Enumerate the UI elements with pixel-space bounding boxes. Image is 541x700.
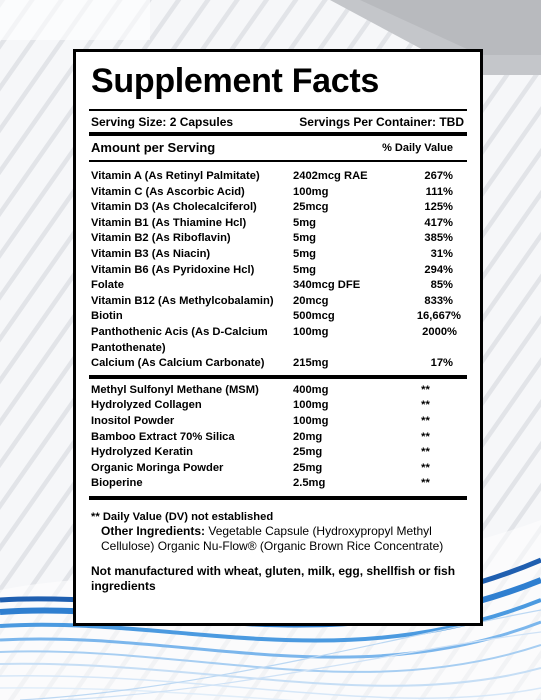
allergen-statement: Not manufactured with wheat, gluten, milk, egg, shellfish or fish ingredients: [91, 563, 456, 593]
nutrient-dv: 111%: [425, 185, 453, 198]
nutrient-name: Methyl Sulfonyl Methane (MSM): [91, 383, 259, 396]
other-ingredients-text: Vegetable Capsule (Hydroxypropyl Methyl Cellulose) Organic Nu-Flow® (Organic Brown Rice Concentrate): [101, 523, 444, 553]
vitamins-list: [89, 162, 467, 372]
nutrient-dv: 2000%: [422, 325, 457, 338]
nutrient-dv: 385%: [424, 232, 453, 245]
nutrient-row: [89, 247, 467, 263]
nutrient-name: Inositol Powder: [91, 414, 175, 427]
nutrient-name: Vitamin D3 (As Cholecalciferol): [91, 201, 257, 214]
nutrient-row: [89, 383, 467, 399]
nutrient-amount: 2402mcg RAE: [293, 170, 368, 182]
nutrient-row: [89, 461, 467, 477]
nutrient-row: [89, 231, 467, 247]
nutrient-name: Hydrolyzed Keratin: [91, 446, 193, 459]
nutrient-amount: 25mg: [293, 461, 323, 474]
nutrient-dv: **: [421, 399, 430, 412]
nutrient-amount: 5mg: [293, 232, 317, 245]
nutrient-row: [89, 325, 467, 356]
nutrient-amount: 400mg: [293, 383, 329, 396]
nutrient-dv: 85%: [430, 279, 453, 292]
nutrient-name: Bioperine: [91, 477, 143, 490]
nutrient-dv: **: [421, 461, 430, 474]
nutrient-row: [89, 309, 467, 325]
nutrient-amount: 5mg: [293, 247, 317, 260]
nutrient-name: Vitamin C (As Ascorbic Acid): [91, 185, 245, 198]
nutrient-dv: 31%: [430, 247, 453, 260]
nutrient-dv: 125%: [424, 201, 453, 214]
other-nutrients-list: [89, 379, 467, 496]
nutrient-name: Hydrolyzed Collagen: [91, 399, 202, 412]
nutrient-row: [89, 200, 467, 216]
nutrient-amount: 500mcg: [293, 310, 335, 323]
nutrient-dv: **: [421, 414, 430, 427]
nutrient-amount: 100mg: [293, 185, 329, 198]
nutrient-row: [89, 430, 467, 446]
nutrient-name: Vitamin B3 (As Niacin): [91, 247, 211, 260]
nutrient-name: Bamboo Extract 70% Silica: [91, 430, 235, 443]
nutrient-name: Vitamin B2 (As Riboflavin): [91, 232, 231, 245]
nutrient-name: Vitamin B6 (As Pyridoxine Hcl): [91, 263, 255, 276]
nutrient-amount: 5mg: [293, 263, 317, 276]
nutrient-amount: 215mg: [293, 357, 329, 370]
nutrient-name: Vitamin B1 (As Thiamine Hcl): [91, 216, 247, 229]
supplement-facts-panel: [73, 49, 483, 626]
other-ingredients-label: Other Ingredients:: [101, 523, 206, 538]
nutrient-amount: 100mg: [293, 414, 329, 427]
dv-footnote: ** Daily Value (DV) not established: [91, 510, 274, 523]
nutrient-row: [89, 445, 467, 461]
nutrient-row: [89, 476, 467, 492]
nutrient-row: [89, 263, 467, 279]
nutrient-amount: 340mcg DFE: [293, 279, 361, 292]
nutrient-row: [89, 278, 467, 294]
nutrient-dv: 833%: [424, 294, 453, 307]
serving-info: [89, 111, 467, 132]
servings-per-container: Servings Per Container: TBD: [299, 115, 464, 129]
nutrient-dv: **: [421, 446, 430, 459]
nutrient-amount: 100mg: [293, 399, 329, 412]
nutrient-row: [89, 169, 467, 185]
nutrient-row: [89, 185, 467, 201]
nutrient-dv: 17%: [430, 357, 453, 370]
nutrient-row: [89, 356, 467, 372]
serving-size: Serving Size: 2 Capsules: [91, 115, 234, 129]
nutrient-name: Panthothenic Acis (As D-Calcium Pantothenate): [91, 325, 268, 354]
other-ingredients: [89, 524, 467, 554]
nutrient-name: Vitamin B12 (As Methylcobalamin): [91, 294, 274, 307]
nutrient-amount: 20mcg: [293, 294, 329, 307]
panel-title: Supplement Facts: [91, 62, 380, 100]
nutrient-amount: 2.5mg: [293, 477, 326, 490]
nutrient-dv: 267%: [424, 170, 453, 182]
nutrient-dv: **: [421, 430, 430, 443]
nutrient-row: [89, 398, 467, 414]
daily-value-header: % Daily Value: [382, 142, 453, 154]
nutrient-amount: 25mg: [293, 446, 323, 459]
nutrient-name: Calcium (As Calcium Carbonate): [91, 357, 265, 370]
nutrient-name: Vitamin A (As Retinyl Palmitate): [91, 170, 260, 182]
nutrient-name: Folate: [91, 279, 124, 292]
nutrient-amount: 5mg: [293, 216, 317, 229]
nutrient-dv: 294%: [424, 263, 453, 276]
nutrient-row: [89, 216, 467, 232]
nutrient-name: Biotin: [91, 310, 123, 323]
nutrient-dv: 16,667%: [416, 310, 461, 323]
nutrient-row: [89, 294, 467, 310]
nutrient-amount: 25mcg: [293, 201, 329, 214]
nutrient-row: [89, 414, 467, 430]
nutrient-dv: 417%: [424, 216, 453, 229]
nutrient-amount: 20mg: [293, 430, 323, 443]
amount-header: [89, 136, 467, 160]
amount-per-serving-label: Amount per Serving: [91, 140, 216, 155]
nutrient-dv: **: [421, 477, 430, 490]
nutrient-dv: **: [421, 383, 430, 396]
nutrient-name: Organic Moringa Powder: [91, 461, 224, 474]
nutrient-amount: 100mg: [293, 325, 329, 338]
